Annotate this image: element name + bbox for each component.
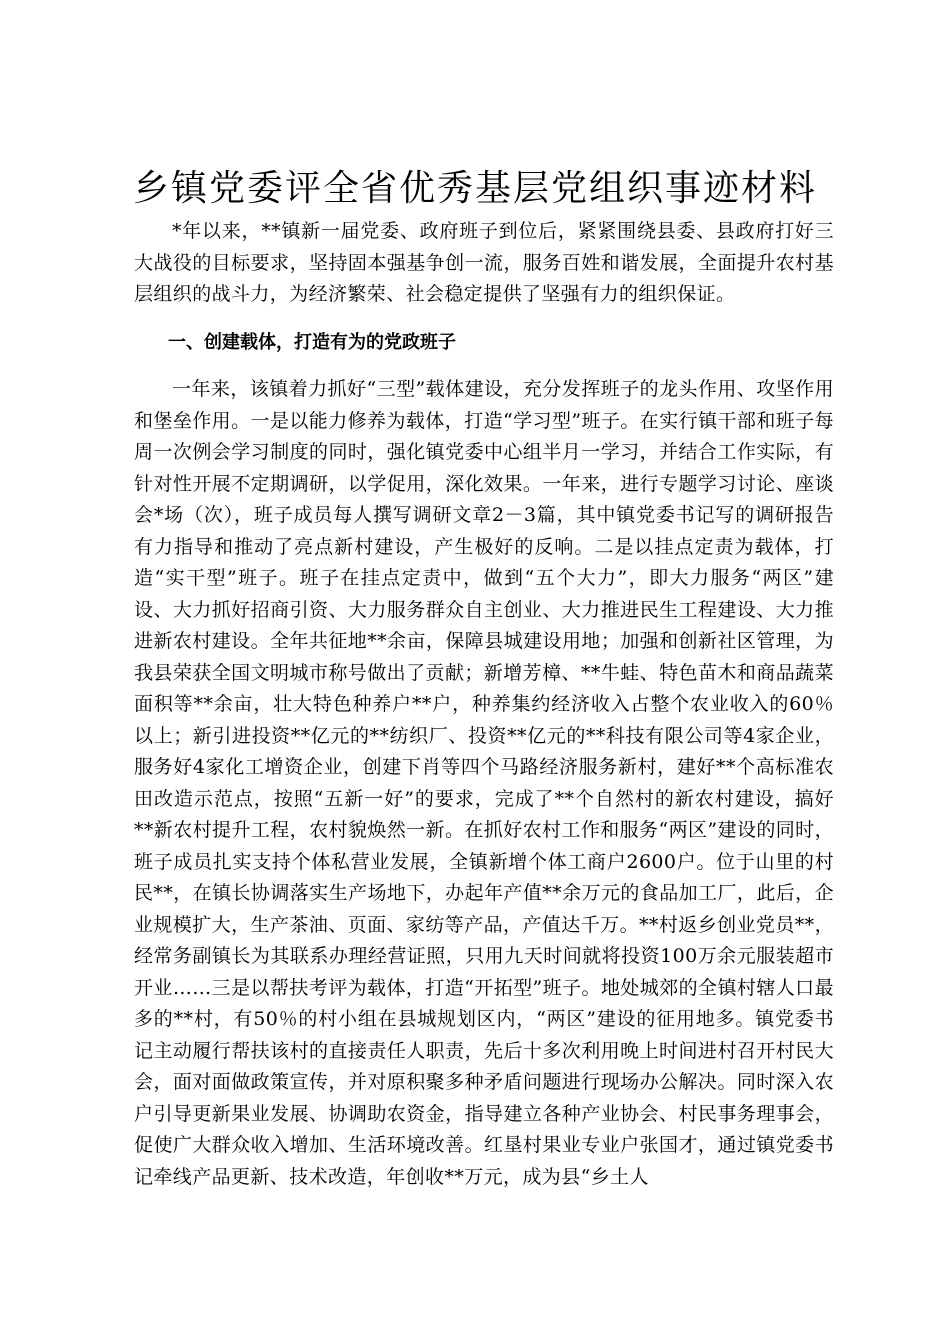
section-paragraph: 一年来，该镇着力抓好“三型”载体建设，充分发挥班子的龙头作用、攻坚作用和堡垒作用。一是以能力修养为载体，打造“学习型”班子。在实行镇干部和班子每周一次例会学习制度的同时，强化镇党委中心组半月一学习，并结合工作实际，有针对性开展不定期调研，以学促用，深化效果。一年来，进行专题学习讨论、座谈会*场（次），班子成员每人撰写调研文章2－3篇，其中镇党委书记写的调研报告有力指导和推动了亮点新村建设，产生极好的反响。二是以挂点定责为载体，打造“实干型”班子。班子在挂点定责中，做到“五个大力”，即大力服务“两区”建设、大力抓好招商引资、大力服务群众自主创业、大力推进民生工程建设、大力推进新农村建设。全年共征地**余亩，保障县城建设用地；加强和创新社区管理，为我县荣获全国文明城市称号做出了贡献；新增芳樟、**牛蛙、特色苗木和商品蔬菜面积等**余亩，壮大特色种养户**户，种养集约经济收入占整个农业收入的60％以上；新引进投资**亿元的**纺织厂、投资**亿元的**科技有限公司等4家企业，服务好4家化工增资企业，创建下肖等四个马路经济服务新村，建好**个高标准农田改造示范点，按照“五新一好”的要求，完成了**个自然村的新农村建设，搞好**新农村提升工程，农村貌焕然一新。在抓好农村工作和服务“两区”建设的同时，班子成员扎实支持个体私营业发展，全镇新增个体工商户2600户。位于山里的村民**，在镇长协调落实生产场地下，办起年产值**余万元的食品加工厂，此后，企业规模扩大，生产茶油、页面、家纺等产品，产值达千万。**村返乡创业党员**，经常务副镇长为其联系办理经营证照，只用九天时间就将投资100万余元服装超市开业……三是以帮扶考评为载体，打造“开拓型”班子。地处城郊的全镇村辖人口最多的**村，有50％的村小组在县城规划区内，“两区”建设的征用地多。镇党委书记主动履行帮扶该村的直接责任人职责，先后十多次利用晚上时间进村召开村民大会，面对面做政策宣传，并对原积聚多种矛盾问题进行现场办公解决。同时深入农户引导更新果业发展、协调助农资金，指导建立各种产业协会、村民事务理事会，促使广大群众收入增加、生活环境改善。红垦村果业专业户张国才，通过镇党委书记牵线产品更新、技术改造，年创收**万元，成为县“乡土人 — [134, 378, 834, 1188]
document-body — [134, 216, 834, 1193]
intro-paragraph: *年以来，**镇新一届党委、政府班子到位后，紧紧围绕县委、县政府打好三大战役的目标要求，坚持固本强基争创一流，服务百姓和谐发展，全面提升农村基层组织的战斗力，为经济繁荣、社会稳定提供了坚强有力的组织保证。 — [134, 220, 834, 305]
section-heading: 一、创建载体，打造有为的党政班子 — [168, 331, 456, 353]
document-title: 乡镇党委评全省优秀基层党组织事迹材料 — [132, 168, 817, 209]
